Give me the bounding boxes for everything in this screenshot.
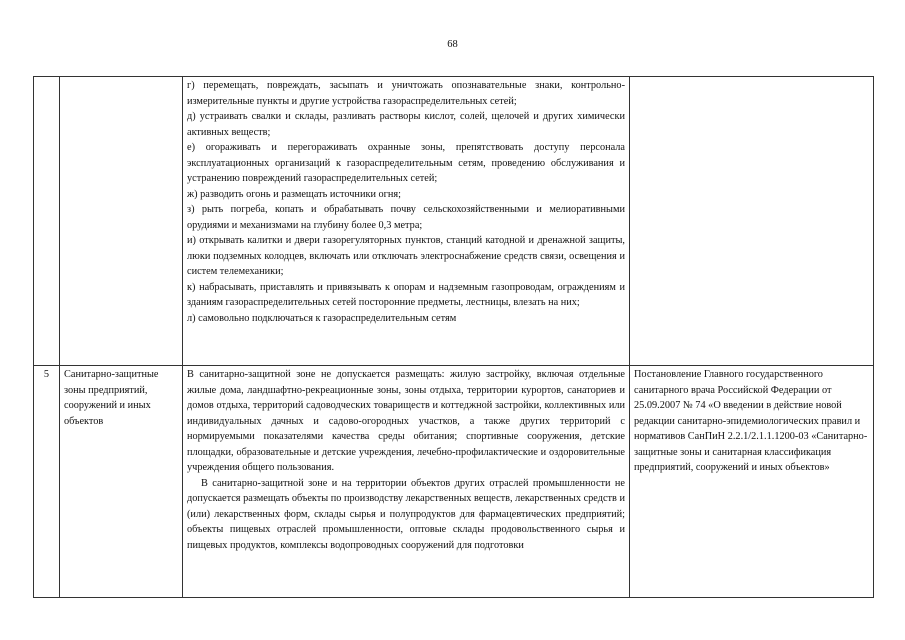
object-cell [60,77,183,366]
requirement-item-d: д) устраивать свалки и склады, разливать растворы кислот, солей, щелочей и других химически активных веществ; [187,111,625,138]
requirement-item-zh: ж) разводить огонь и размещать источники огня; [187,188,402,200]
table-row [34,366,874,598]
requirements-cell [183,77,630,366]
requirement-item-e: е) огораживать и перегораживать охранные зоны, препятствовать доступу персонала эксплуатационных организаций к газораспределительным сетям, проведению обслуживания и устранению повреждений газораспределительных сетей; [187,142,625,184]
requirement-paragraph: В санитарно-защитной зоне и на территории объектов других отраслей промышленности не допускается размещать объекты по производству лекарственных веществ, лекарственных средств и (или) лекарственных форм, склады сырья и полупродуктов для фармацевтических предприятий; объекты пищевых отраслей промышленности, оптовые склады продовольственного сырья и пищевых продуктов, комплексы водопроводных сооружений для подготовки [187,477,625,551]
object-cell: Санитарно-защитные зоны предприятий, сооружений и иных объектов [60,366,183,598]
row-number-cell [34,77,60,366]
requirement-item-l: л) самовольно подключаться к газораспределительным сетям [187,312,457,324]
page-number: 68 [447,39,458,50]
requirements-table [33,76,874,598]
source-cell [630,77,874,366]
source-cell: Постановление Главного государственного санитарного врача Российской Федерации от 25.09.2007 № 74 «О введении в действие новой редакции санитарно-эпидемиологических правил и нормативов СанПиН 2.2.1/2.1.1.1200-03 «Санитарно-защитные зоны и санитарная классификация предприятий, сооружений и иных объектов» [630,366,874,598]
requirement-item-i: и) открывать калитки и двери газорегуляторных пунктов, станций катодной и дренажной защиты, люки подземных колодцев, включать или отключать электроснабжение средств связи, освещения и систем телемеханики; [187,235,625,277]
requirements-cell [183,366,630,598]
requirement-paragraph: В санитарно-защитной зоне не допускается размещать: жилую застройку, включая отдельные жилые дома, ландшафтно-рекреационные зоны, зоны отдыха, территории курортов, санаториев и домов отдыха, территорий садоводческих товариществ и коттеджной застройки, коллективных или индивидуальных дачных и садово-огородных участков, а также других территорий с нормируемыми показателями качества среды обитания; спортивные сооружения, детские площадки, образовательные и детские учреждения, лечебно-профилактические и оздоровительные учреждения общего пользования. [187,369,625,473]
requirement-item-g: г) перемещать, повреждать, засыпать и уничтожать опознавательные знаки, контрольно-измерительные пункты и другие устройства газораспределительных сетей; [187,80,625,107]
requirement-item-k: к) набрасывать, приставлять и привязывать к опорам и надземным газопроводам, ограждениям и зданиям газораспределительных сетей посторонние предметы, лестницы, влезать на них; [187,281,625,308]
table-row [34,77,874,366]
row-number-cell: 5 [34,366,60,598]
requirement-item-z: з) рыть погреба, копать и обрабатывать почву сельскохозяйственными и мелиоративными орудиями и механизмами на глубину более 0,3 метра; [187,204,625,231]
